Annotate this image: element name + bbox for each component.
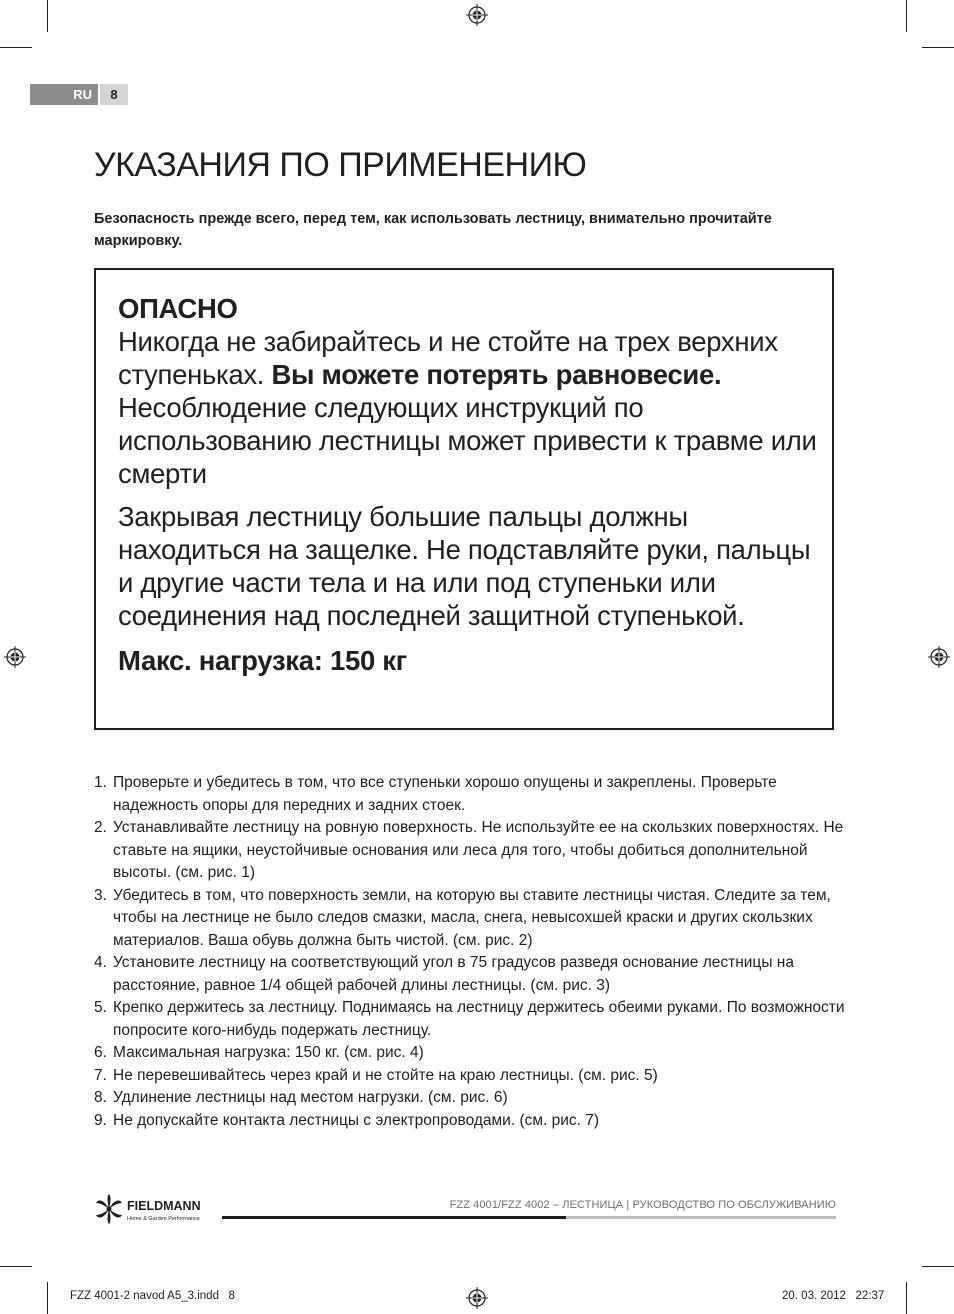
item-text: Проверьте и убедитесь в том, что все ступеньки хорошо опущены и закреплены. Проверьте надежность опоры для передних и задних стоек. (113, 774, 777, 814)
warning-text: Несоблюдение следующих инструкций по использованию лестницы может привести к травме или смерти (118, 392, 817, 489)
item-number: 7. (94, 1066, 107, 1084)
fieldmann-logo (94, 1193, 224, 1225)
warning-emphasis: Вы можете потерять равновесие. (271, 359, 722, 390)
item-text: Устанавливайте лестницу на ровную поверхность. Не используйте ее на скользких поверхностях. Не ставьте на ящики, неустойчивые основания или леса для того, чтобы добиться дополнительной высоты. (см. рис. 1) (113, 819, 844, 881)
warning-heading: ОПАСНО (118, 293, 238, 324)
slug-filename: FZZ 4001-2 navod A5_3.indd 8 (70, 1290, 235, 1302)
footer-doc-title: FZZ 4001/FZZ 4002 – ЛЕСТНИЦА | РУКОВОДСТВО ПО ОБСЛУЖИВАНИЮ (449, 1199, 836, 1211)
warning-content (118, 292, 823, 677)
item-text: Установите лестницу на соответствующий угол в 75 градусов разведя основание лестницы на расстояние, равное 1/4 общей рабочей длины лестницы. (см. рис. 3) (113, 954, 794, 994)
item-number: 5. (94, 999, 107, 1016)
warning-paragraph-1 (118, 325, 823, 490)
registration-mark-icon (4, 646, 26, 668)
language-tab: RU (30, 84, 98, 105)
intro-text: Безопасность прежде всего, перед тем, как использовать лестницу, внимательно прочитайте маркировку. (94, 211, 772, 249)
list-item (94, 997, 854, 1042)
page-number: 8 (100, 84, 128, 105)
registration-mark-icon (928, 646, 950, 668)
item-number: 1. (94, 774, 107, 791)
list-item (94, 1087, 854, 1110)
item-number: 3. (94, 886, 107, 904)
item-number: 4. (94, 954, 107, 971)
crop-mark (906, 0, 907, 32)
item-text: Максимальная нагрузка: 150 кг. (см. рис. 4) (113, 1044, 424, 1061)
warning-text: Никогда не забирайтесь и не стойте на трех верхних ступеньках. (118, 326, 778, 390)
list-item (94, 1042, 854, 1065)
item-text: Не перевешивайтесь через край и не стойте на краю лестницы. (см. рис. 5) (113, 1066, 658, 1084)
danger-warning-box (94, 268, 834, 730)
crop-mark (0, 1266, 32, 1267)
page-title: УКАЗАНИЯ ПО ПРИМЕНЕНИЮ (94, 146, 587, 184)
list-item (94, 952, 854, 997)
footer-divider (566, 1216, 836, 1219)
max-load-label: Макс. нагрузка: 150 кг (118, 645, 407, 676)
list-item (94, 1110, 854, 1133)
item-number: 2. (94, 819, 107, 836)
crop-mark (922, 47, 954, 48)
brand-tagline: Home & Garden Performance (127, 1216, 200, 1222)
crop-mark (906, 1282, 907, 1314)
list-item (94, 885, 854, 953)
warning-paragraph-2: Закрывая лестницу большие пальцы должны находиться на защелке. Не подставляйте руки, пальцы и другие части тела и на или под ступеньки или соединения над последней защитной ступенькой. (118, 501, 811, 631)
item-number: 6. (94, 1044, 107, 1061)
item-number: 9. (94, 1111, 107, 1129)
footer-divider (222, 1216, 566, 1219)
item-text: Удлинение лестницы над местом нагрузки. (см. рис. 6) (113, 1089, 508, 1106)
list-item (94, 1065, 854, 1088)
crop-mark (47, 1282, 48, 1314)
item-text: Не допускайте контакта лестницы с электропроводами. (см. рис. 7) (113, 1111, 600, 1129)
instructions-list (94, 772, 854, 1132)
item-number: 8. (94, 1089, 107, 1106)
item-text: Крепко держитесь за лестницу. Поднимаясь на лестницу держитесь обеими руками. По возможности попросите кого-нибудь подержать лестницу. (113, 999, 845, 1039)
brand-name: FIELDMANN (127, 1199, 201, 1213)
list-item (94, 817, 854, 885)
registration-mark-icon (466, 1287, 488, 1309)
item-text: Убедитесь в том, что поверхность земли, на которую вы ставите лестницы чистая. Следите за тем, чтобы на лестнице не было следов смазки, масла, снега, невысохшей краски и других скользких материалов. Ваша обувь должна быть чистой. (см. рис. 2) (113, 886, 831, 949)
registration-mark-icon (466, 4, 488, 26)
crop-mark (47, 0, 48, 32)
list-item (94, 772, 854, 817)
crop-mark (0, 47, 32, 48)
crop-mark (922, 1266, 954, 1267)
slug-datetime: 20. 03. 2012 22:37 (782, 1290, 885, 1302)
